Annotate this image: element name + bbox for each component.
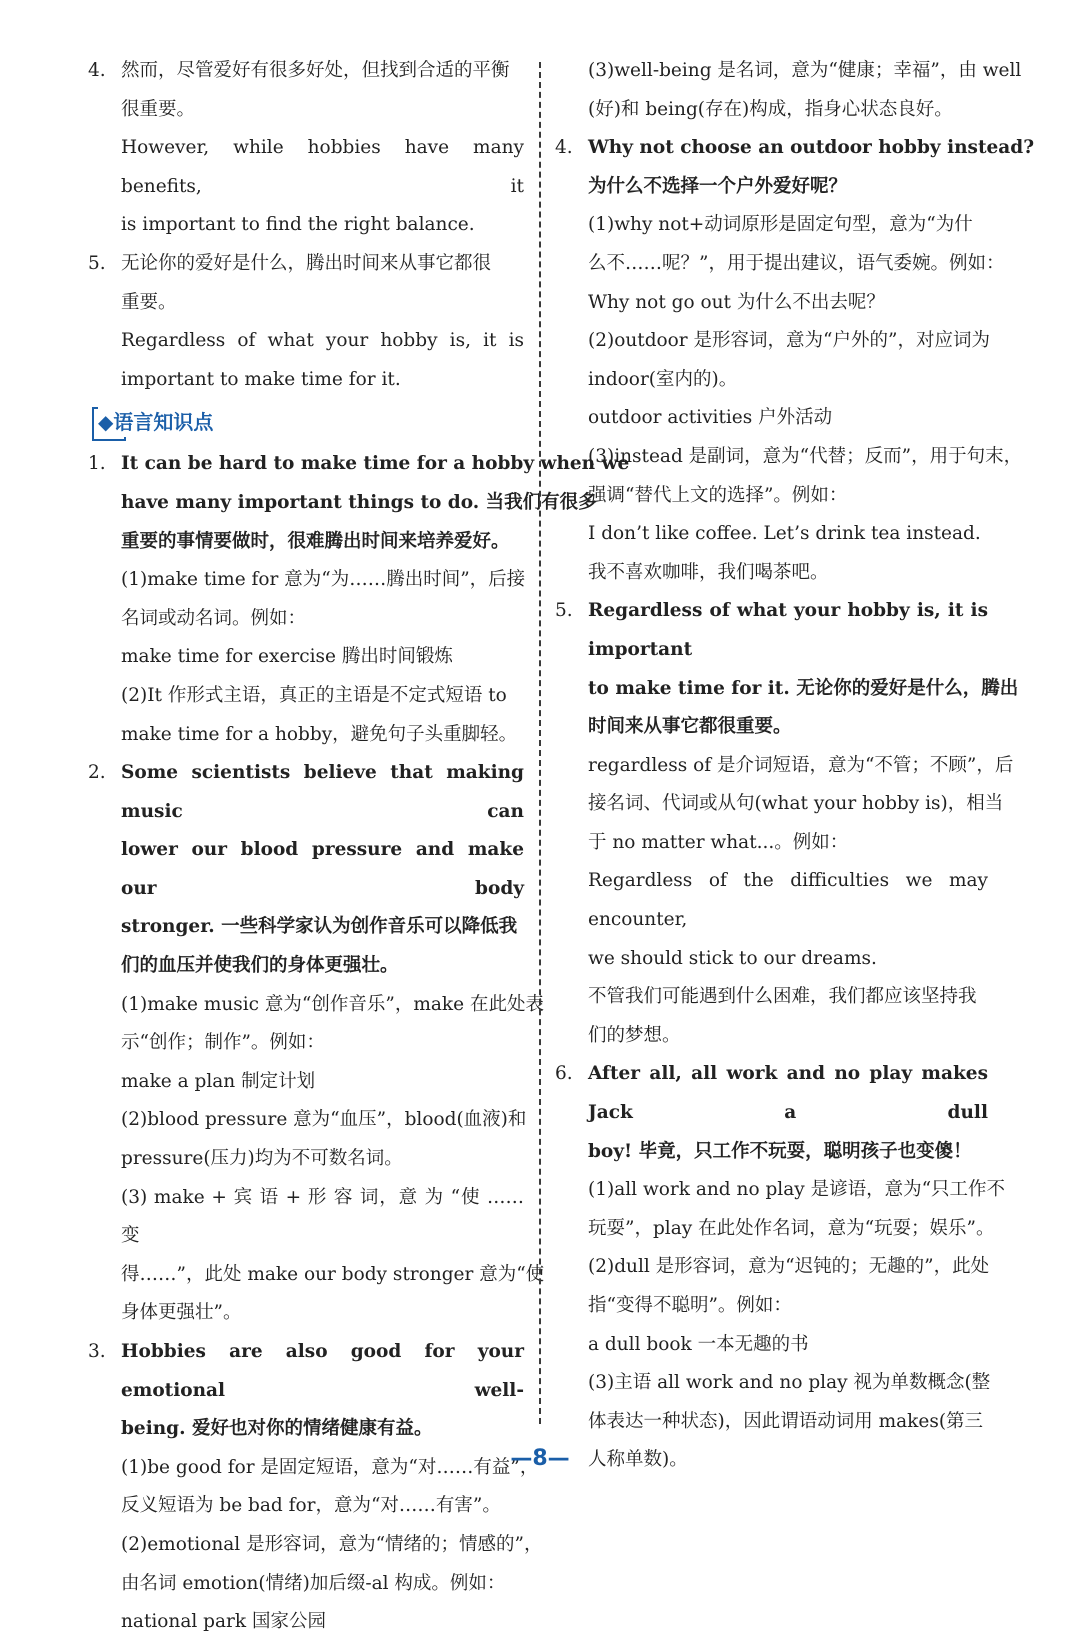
page-number: —8— [510, 1446, 570, 1471]
text-line [555, 1133, 988, 1172]
text-line [88, 677, 524, 716]
text-line [88, 947, 524, 986]
line-text: 很重要。 [121, 98, 196, 120]
line-text: (1)be good for 是固定短语，意为“对……有益”， [121, 1456, 539, 1478]
line-text: 为什么不选择一个户外爱好呢？ [588, 175, 848, 197]
line-text: a dull book 一本无趣的书 [588, 1333, 809, 1355]
text-line [88, 1294, 524, 1333]
line-text: (2)outdoor 是形容词，意为“户外的”，对应词为 [588, 330, 990, 352]
line-text: stronger. 一些科学家认为创作音乐可以降低我 [121, 916, 518, 938]
numbered-item-line [88, 445, 630, 484]
line-text: (3)主语 all work and no play 视为单数概念(整 [588, 1372, 991, 1394]
line-text: Regardless of what your hobby is, it is [121, 330, 524, 352]
text-line [555, 1171, 1006, 1210]
line-text: 接名词、代词或从句(what your hobby is)，相当 [588, 793, 1004, 815]
text-line [555, 168, 988, 207]
text-line [555, 1287, 988, 1326]
line-text: (1)why not+动词原形是固定句型，意为“为什 [588, 214, 973, 236]
item-number: 1. [88, 453, 106, 475]
item-text: Some scientists believe that making music can [121, 762, 524, 822]
line-text: pressure(压力)均为不可数名词。 [121, 1148, 403, 1170]
line-text: Why not go out 为什么不出去呢？ [588, 291, 885, 313]
text-line [555, 1210, 995, 1249]
text-line [88, 986, 544, 1025]
item-text: Hobbies are also good for your emotional well- [121, 1341, 524, 1401]
text-line [555, 554, 988, 593]
numbered-item-line [555, 129, 1035, 168]
line-text: (1)make time for 意为“为……腾出时间”，后接 [121, 569, 526, 591]
item-text: Regardless of what your hobby is, it is important [588, 600, 988, 660]
line-text: 反义短语为 be bad for，意为“对……有害”。 [121, 1495, 501, 1517]
text-line [555, 1248, 988, 1287]
text-line [88, 831, 524, 908]
text-line [88, 1565, 524, 1604]
line-text: 我不喜欢咖啡，我们喝茶吧。 [588, 561, 829, 583]
line-text: boy! 毕竟，只工作不玩耍，聪明孩子也变傻！ [588, 1140, 972, 1162]
line-text: is important to find the right balance. [121, 214, 475, 236]
line-text: 玩耍”，play 在此处作名词，意为“玩耍；娱乐”。 [588, 1217, 995, 1239]
text-line [555, 399, 988, 438]
left-column [88, 52, 630, 1642]
text-line [88, 1101, 527, 1140]
line-text: important to make time for it. [121, 368, 401, 390]
line-text: (1)all work and no play 是谚语，意为“只工作不 [588, 1179, 1006, 1201]
right-column [555, 52, 1035, 1480]
line-text: 人称单数)。 [588, 1449, 688, 1471]
item-text: 然而，尽管爱好有很多好处，但找到合适的平衡 [121, 60, 510, 81]
line-text: (3)instead 是副词，意为“代替；反而”，用于句末， [588, 445, 1023, 467]
text-line [88, 561, 524, 600]
line-text: 示“创作；制作”。例如： [121, 1032, 325, 1054]
text-line [555, 785, 1004, 824]
item-number: 4. [555, 137, 573, 159]
line-text: regardless of 是介词短语，意为“不管；不顾”，后 [588, 754, 1014, 776]
line-text: (3)well-being 是名词，意为“健康；幸福”，由 well [588, 60, 1022, 81]
line-text: 强调“替代上文的选择”。例如： [588, 484, 848, 506]
text-line [555, 862, 988, 939]
text-line [555, 1017, 988, 1056]
text-line [555, 1326, 988, 1365]
text-line [88, 91, 524, 130]
line-text: 于 no matter what...。例如： [588, 831, 849, 853]
line-text: 时间来从事它都很重要。 [588, 716, 792, 738]
line-text: 身体更强壮”。 [121, 1302, 242, 1324]
text-line [555, 515, 988, 554]
text-line [555, 940, 988, 979]
text-line [88, 1063, 524, 1102]
item-text: 无论你的爱好是什么，腾出时间来从事它都很 [121, 252, 492, 274]
item-number: 2. [88, 762, 106, 784]
text-line [88, 1179, 524, 1256]
numbered-item-line [88, 754, 524, 831]
text-line [555, 284, 988, 323]
text-line [555, 322, 988, 361]
text-line [88, 206, 524, 245]
text-line [88, 1140, 524, 1179]
text-line [555, 361, 988, 400]
item-text: Why not choose an outdoor hobby instead? [588, 137, 1035, 159]
line-text: make a plan 制定计划 [121, 1070, 316, 1092]
line-text: have many important things to do. 当我们有很多 [121, 491, 597, 513]
line-text: 名词或动名词。例如： [121, 607, 307, 629]
text-line [88, 716, 524, 755]
line-text: 们的血压并使我们的身体更强壮。 [121, 955, 399, 977]
text-line [555, 824, 988, 863]
text-line [88, 284, 524, 323]
numbered-item-line [555, 1055, 988, 1132]
line-text: 指“变得不聪明”。例如： [588, 1295, 792, 1316]
line-text: we should stick to our dreams. [588, 947, 877, 969]
text-line [555, 91, 988, 130]
line-text: 由名词 emotion(情绪)加后缀-al 构成。例如： [121, 1572, 506, 1594]
numbered-item-line [88, 1333, 524, 1410]
line-text: 们的梦想。 [588, 1024, 681, 1046]
line-text: (3) make + 宾 语 + 形 容 词，意 为 “使 …… 变 [121, 1186, 524, 1247]
text-line [88, 1410, 524, 1449]
line-text: lower our blood pressure and make our body [121, 839, 524, 899]
text-line [88, 600, 524, 639]
text-line [88, 523, 524, 562]
item-number: 4. [88, 60, 106, 81]
text-line [555, 245, 1005, 284]
line-text: Regardless of the difficulties we may encounter, [588, 870, 988, 931]
text-line [555, 1364, 991, 1403]
line-text: (2)blood pressure 意为“血压”，blood(血液)和 [121, 1109, 527, 1131]
text-line [88, 1526, 543, 1565]
numbered-item-line [88, 245, 524, 284]
text-line [88, 1487, 524, 1526]
item-number: 3. [88, 1341, 106, 1362]
line-text: However, while hobbies have many benefits, it [121, 137, 524, 197]
line-text: to make time for it. 无论你的爱好是什么，腾出 [588, 677, 1019, 699]
item-number: 6. [555, 1063, 573, 1085]
line-text: 么不……呢？”，用于提出建议，语气委婉。例如： [588, 252, 1005, 274]
line-text: I don’t like coffee. Let’s drink tea instead. [588, 523, 981, 545]
text-line [88, 638, 524, 677]
item-number: 5. [88, 252, 106, 274]
item-text: It can be hard to make time for a hobby when we [121, 453, 630, 475]
numbered-item-line [88, 52, 524, 91]
line-text: 体表达一种状态)，因此谓语动词用 makes(第三 [588, 1410, 984, 1432]
line-text: outdoor activities 户外活动 [588, 407, 833, 429]
text-line [555, 206, 988, 245]
line-text: (好)和 being(存在)构成，指身心状态良好。 [588, 98, 953, 120]
text-line [555, 708, 988, 747]
text-line [555, 670, 1019, 709]
line-text: indoor(室内的)。 [588, 368, 738, 390]
text-line [555, 52, 1022, 91]
text-line [555, 477, 988, 516]
line-text: 重要的事情要做时，很难腾出时间来培养爱好。 [121, 530, 510, 552]
heading-text: ◆语言知识点 [98, 407, 219, 437]
text-line [88, 322, 524, 361]
text-line [555, 978, 988, 1017]
line-text: 得……”，此处 make our body stronger 意为“使 [121, 1263, 545, 1285]
item-number: 5. [555, 600, 573, 622]
line-text: make time for exercise 腾出时间锻炼 [121, 646, 453, 668]
text-line [88, 1024, 524, 1063]
line-text: (1)make music 意为“创作音乐”，make 在此处表 [121, 993, 544, 1015]
section-heading [88, 405, 524, 441]
line-text: national park 国家公园 [121, 1611, 326, 1633]
column-divider [539, 62, 541, 1424]
text-line [555, 747, 1014, 786]
line-text: (2)It 作形式主语，真正的主语是不定式短语 to [121, 684, 507, 706]
text-line [88, 129, 524, 206]
line-text: being. 爱好也对你的情绪健康有益。 [121, 1418, 433, 1440]
line-text: 不管我们可能遇到什么困难，我们都应该坚持我 [588, 986, 977, 1008]
text-line [88, 1256, 545, 1295]
item-text: After all, all work and no play makes Jack a dull [588, 1063, 988, 1124]
line-text: (2)dull 是形容词，意为“迟钝的；无趣的”，此处 [588, 1256, 990, 1278]
text-line [555, 1403, 988, 1442]
text-line [88, 361, 524, 400]
numbered-item-line [555, 592, 988, 669]
line-text: make time for a hobby，避免句子头重脚轻。 [121, 723, 518, 745]
text-line [88, 908, 524, 947]
text-line [555, 438, 1023, 477]
line-text: (2)emotional 是形容词，意为“情绪的；情感的”， [121, 1533, 543, 1555]
text-line [88, 484, 597, 523]
line-text: 重要。 [121, 291, 177, 313]
text-line [88, 1603, 524, 1642]
